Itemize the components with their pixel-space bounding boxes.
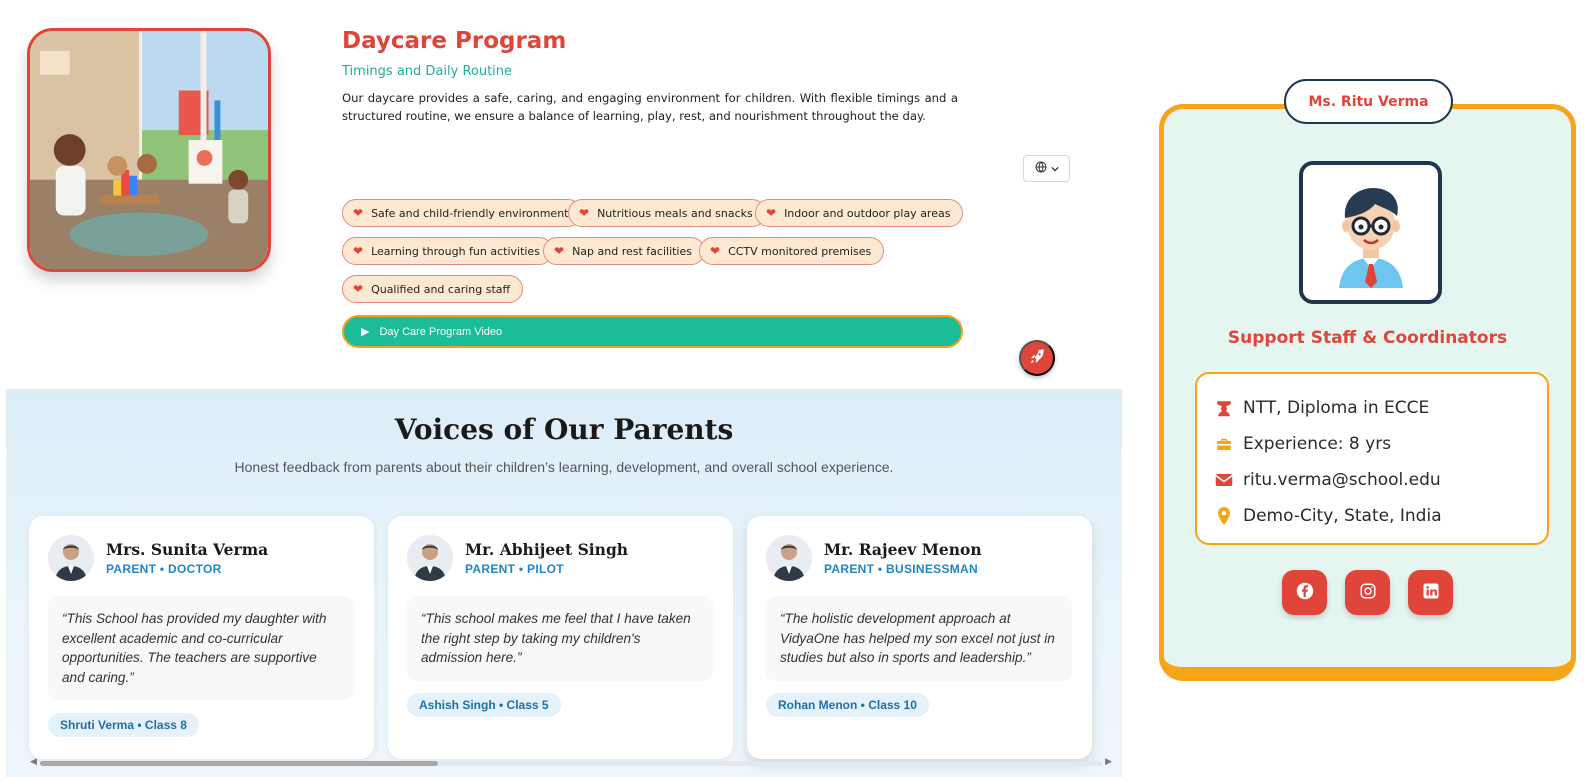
daycare-title: Daycare Program <box>342 28 567 54</box>
daycare-description: Our daycare provides a safe, caring, and engaging environment for children. With flexible timings and a structured routine, we ensure a balance of learning, play, rest, and nourishment throughout the day. <box>342 91 958 123</box>
feature-chip: ❤ Nap and rest facilities <box>543 237 705 265</box>
feature-chip: ❤ Qualified and caring staff <box>342 275 523 303</box>
play-icon: ▶ <box>361 326 370 338</box>
child-badge: Rohan Menon • Class 10 <box>766 693 929 717</box>
feature-chip: ❤ CCTV monitored premises <box>699 237 884 265</box>
testimonials-scrollbar[interactable] <box>30 759 1112 767</box>
staff-location: Demo-City, State, India <box>1214 498 1547 534</box>
instagram-icon <box>1359 582 1377 604</box>
floating-rocket-button[interactable] <box>1019 340 1055 376</box>
globe-icon <box>1035 161 1047 176</box>
linkedin-icon <box>1422 582 1440 604</box>
feature-chip: ❤ Nutritious meals and snacks <box>568 199 766 227</box>
graduate-icon <box>1214 399 1234 417</box>
staff-qualification: NTT, Diploma in ECCE <box>1214 390 1547 426</box>
heart-icon: ❤ <box>353 282 364 296</box>
parent-avatar <box>766 535 812 581</box>
heart-icon: ❤ <box>554 244 565 258</box>
feature-chip: ❤ Learning through fun activities <box>342 237 553 265</box>
chevron-down-icon <box>1051 162 1059 176</box>
heart-icon: ❤ <box>353 206 364 220</box>
daycare-section <box>0 0 1122 388</box>
heart-icon: ❤ <box>353 244 364 258</box>
linkedin-link[interactable] <box>1408 570 1453 615</box>
child-badge: Shruti Verma • Class 8 <box>48 713 199 737</box>
scrollbar-thumb[interactable] <box>40 761 438 766</box>
facebook-link[interactable] <box>1282 570 1327 615</box>
scroll-left-arrow-icon[interactable]: ◀ <box>30 757 37 767</box>
testimonials-section <box>6 389 1122 777</box>
staff-name-badge: Ms. Ritu Verma <box>1284 79 1453 124</box>
staff-avatar <box>1299 161 1442 304</box>
facebook-icon <box>1296 582 1314 604</box>
staff-role: Support Staff & Coordinators <box>1227 328 1508 348</box>
child-badge: Ashish Singh • Class 5 <box>407 693 561 717</box>
daycare-photo <box>27 28 271 272</box>
testimonial-quote: “This school makes me feel that I have taken the right step by taking my children's admission here.” <box>407 596 713 681</box>
feature-chip: ❤ Indoor and outdoor play areas <box>755 199 963 227</box>
testimonials-subtitle: Honest feedback from parents about their children’s learning, development, and overall school experience. <box>234 459 894 475</box>
heart-icon: ❤ <box>766 206 777 220</box>
parent-avatar <box>407 535 453 581</box>
map-pin-icon <box>1214 507 1234 525</box>
testimonial-card <box>29 516 374 759</box>
testimonial-card <box>388 516 733 759</box>
daycare-subtitle: Timings and Daily Routine <box>342 64 513 79</box>
staff-social-links <box>1164 570 1571 615</box>
parent-name: Mr. Abhijeet Singh <box>465 540 629 559</box>
testimonial-card <box>747 516 1092 759</box>
staff-email[interactable]: ritu.verma@school.edu <box>1214 462 1547 498</box>
testimonial-quote: “The holistic development approach at VidyaOne has helped my son excel not just in studies but also in sports and leadership.” <box>766 596 1072 681</box>
envelope-icon <box>1214 472 1234 488</box>
testimonial-quote: “This School has provided my daughter with excellent academic and co-curricular opportunities. The teachers are supportive and caring.” <box>48 596 354 700</box>
instagram-link[interactable] <box>1345 570 1390 615</box>
staff-card <box>1159 104 1576 681</box>
briefcase-icon <box>1214 435 1234 453</box>
parent-avatar <box>48 535 94 581</box>
language-dropdown-button[interactable] <box>1023 155 1070 182</box>
staff-experience: Experience: 8 yrs <box>1214 426 1547 462</box>
parent-name: Mrs. Sunita Verma <box>106 540 269 559</box>
parent-role: PARENT • DOCTOR <box>106 562 222 576</box>
parent-role: PARENT • BUSINESSMAN <box>824 562 978 576</box>
feature-chip: ❤ Safe and child-friendly environment <box>342 199 582 227</box>
heart-icon: ❤ <box>710 244 721 258</box>
heart-icon: ❤ <box>579 206 590 220</box>
parent-role: PARENT • PILOT <box>465 562 564 576</box>
daycare-video-button[interactable]: ▶ Day Care Program Video <box>342 315 963 348</box>
testimonials-title: Voices of Our Parents <box>394 413 734 446</box>
rocket-icon <box>1028 348 1046 369</box>
scroll-right-arrow-icon[interactable]: ▶ <box>1105 757 1112 767</box>
staff-info-box <box>1195 372 1549 545</box>
parent-name: Mr. Rajeev Menon <box>824 540 982 559</box>
